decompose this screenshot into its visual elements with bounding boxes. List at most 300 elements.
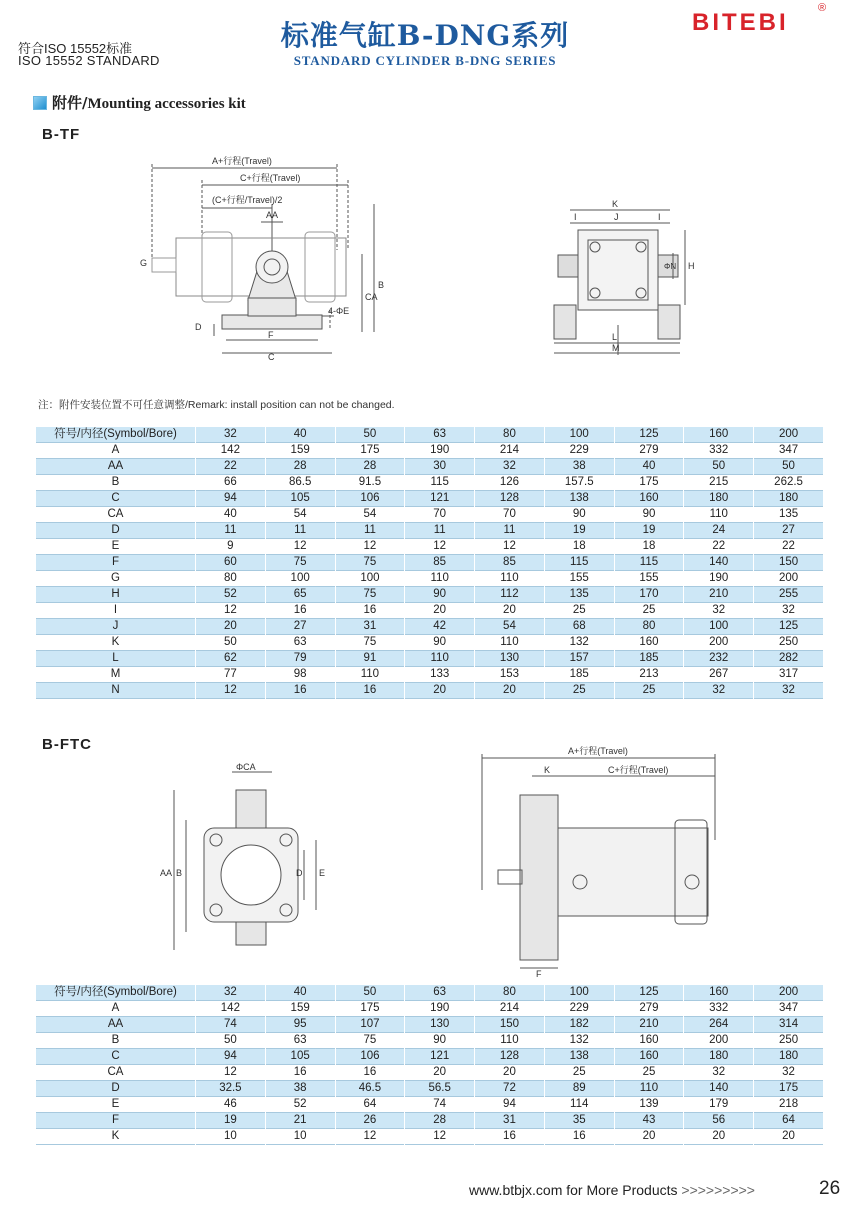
- tf-label-i-right: I: [658, 212, 661, 222]
- table-cell: 121: [405, 491, 475, 507]
- table-cell: 130: [475, 651, 545, 667]
- ftc-label-b: B: [176, 868, 183, 878]
- table-cell: 19: [196, 1113, 266, 1129]
- table-cell: 75: [335, 1033, 405, 1049]
- ftc-label-ca: ΦCA: [236, 762, 256, 772]
- table-cell: 90: [405, 587, 475, 603]
- table-header-cell: 符号/内径(Symbol/Bore): [36, 427, 196, 443]
- table-cell: 121: [405, 1049, 475, 1065]
- table-cell: 54: [475, 619, 545, 635]
- ftc-side-drawing: [470, 740, 730, 980]
- standard-cn: 符合ISO 15552标准: [18, 41, 133, 56]
- table-header-cell: 200: [754, 427, 824, 443]
- table-cell: 12: [196, 683, 266, 699]
- table-cell: 282: [754, 651, 824, 667]
- table-cell: 155: [544, 571, 614, 587]
- row-symbol: F: [36, 555, 196, 571]
- table-cell: 28: [335, 459, 405, 475]
- table-cell: 105: [265, 491, 335, 507]
- table-cell: 62: [196, 651, 266, 667]
- table-cell: 16: [335, 1065, 405, 1081]
- table-cell: 218: [754, 1097, 824, 1113]
- table-cell: 74: [196, 1017, 266, 1033]
- table-cell: 40: [196, 507, 266, 523]
- table-cell: 10: [265, 1129, 335, 1145]
- table-cell: 28: [265, 459, 335, 475]
- row-symbol: E: [36, 539, 196, 555]
- table-cell: 210: [684, 587, 754, 603]
- table-cell: 70: [405, 507, 475, 523]
- table-row: [36, 443, 824, 459]
- table-header-cell: 80: [475, 427, 545, 443]
- page-number: 26: [819, 1178, 841, 1199]
- row-symbol: A: [36, 1001, 196, 1017]
- tf-label-g: G: [140, 258, 148, 268]
- table-cell: 70: [475, 507, 545, 523]
- row-symbol: I: [36, 603, 196, 619]
- row-symbol: K: [36, 635, 196, 651]
- table-cell: 140: [684, 555, 754, 571]
- table-cell: 64: [754, 1113, 824, 1129]
- table-cell: 19: [544, 523, 614, 539]
- tf-label-aa: AA: [266, 210, 279, 220]
- table-header-cell: 40: [265, 427, 335, 443]
- table-cell: 215: [684, 475, 754, 491]
- table-cell: 110: [405, 651, 475, 667]
- table-cell: 25: [614, 683, 684, 699]
- table-cell: 190: [684, 571, 754, 587]
- table-row: [36, 1129, 824, 1145]
- table-cell: 86.5: [265, 475, 335, 491]
- footer-link: [469, 1182, 755, 1198]
- table-header-cell: 40: [265, 985, 335, 1001]
- table-cell: 128: [475, 1049, 545, 1065]
- table-cell: 77: [196, 667, 266, 683]
- table-cell: 80: [614, 619, 684, 635]
- table-cell: 21: [265, 1113, 335, 1129]
- table-cell: 22: [684, 539, 754, 555]
- table-header-cell: 63: [405, 427, 475, 443]
- table-cell: 347: [754, 443, 824, 459]
- table-cell: 105: [265, 1049, 335, 1065]
- row-symbol: D: [36, 523, 196, 539]
- section-title-en: Mounting accessories kit: [87, 96, 246, 112]
- table-cell: 85: [405, 555, 475, 571]
- ftc-label-e: E: [319, 868, 326, 878]
- table-cell: 180: [754, 1049, 824, 1065]
- row-symbol: B: [36, 475, 196, 491]
- table-cell: 90: [405, 635, 475, 651]
- ftc-label-c-travel: C+行程(Travel): [608, 765, 669, 775]
- table-cell: 56: [684, 1113, 754, 1129]
- table-cell: 155: [614, 571, 684, 587]
- table-row: [36, 1081, 824, 1097]
- row-symbol: C: [36, 1049, 196, 1065]
- table-header-cell: 符号/内径(Symbol/Bore): [36, 985, 196, 1001]
- table-cell: 135: [754, 507, 824, 523]
- table-cell: 190: [405, 443, 475, 459]
- table-cell: 32: [475, 459, 545, 475]
- ftc-header-row: [36, 985, 824, 1001]
- table-cell: 213: [614, 667, 684, 683]
- table-cell: 214: [475, 1001, 545, 1017]
- row-symbol: C: [36, 491, 196, 507]
- registered-mark: ®: [818, 2, 827, 14]
- table-row: [36, 1033, 824, 1049]
- table-cell: 24: [684, 523, 754, 539]
- table-cell: 20: [196, 619, 266, 635]
- table-cell: 150: [475, 1017, 545, 1033]
- table-cell: 32: [754, 683, 824, 699]
- table-cell: 72: [475, 1081, 545, 1097]
- page-title: 标准气缸B-DNG系列: [280, 19, 570, 52]
- tf-label-i-left: I: [574, 212, 577, 222]
- table-cell: 133: [405, 667, 475, 683]
- table-header-cell: 100: [544, 427, 614, 443]
- ftc-label-aa: AA: [160, 868, 173, 878]
- tf-front-drawing: [540, 195, 700, 360]
- ftc-label-a-travel: A+行程(Travel): [568, 746, 628, 756]
- table-cell: 22: [754, 539, 824, 555]
- table-row: [36, 635, 824, 651]
- table-cell: 170: [614, 587, 684, 603]
- table-cell: 16: [265, 603, 335, 619]
- table-cell: 16: [265, 683, 335, 699]
- table-row: [36, 1065, 824, 1081]
- table-header-cell: 100: [544, 985, 614, 1001]
- table-cell: 94: [475, 1097, 545, 1113]
- table-cell: 54: [335, 507, 405, 523]
- table-cell: 159: [265, 1001, 335, 1017]
- table-cell: 11: [475, 523, 545, 539]
- table-row: [36, 1097, 824, 1113]
- table-header-cell: 50: [335, 985, 405, 1001]
- table-cell: 50: [196, 635, 266, 651]
- table-cell: 35: [544, 1113, 614, 1129]
- table-cell: 32: [684, 603, 754, 619]
- table-cell: 190: [405, 1001, 475, 1017]
- table-cell: 20: [405, 1065, 475, 1081]
- table-row: [36, 1113, 824, 1129]
- table-cell: 175: [614, 475, 684, 491]
- table-row: [36, 603, 824, 619]
- table-row: [36, 1001, 824, 1017]
- table-cell: 12: [335, 539, 405, 555]
- table-cell: 95: [265, 1017, 335, 1033]
- table-cell: 12: [475, 539, 545, 555]
- table-cell: 180: [684, 491, 754, 507]
- table-row: [36, 651, 824, 667]
- table-cell: 20: [475, 603, 545, 619]
- table-cell: 63: [265, 1033, 335, 1049]
- table-cell: 110: [475, 1033, 545, 1049]
- model-label-ftc: B-FTC: [42, 736, 92, 753]
- table-cell: 12: [265, 539, 335, 555]
- table-header-cell: 32: [196, 427, 266, 443]
- table-row: [36, 491, 824, 507]
- tf-label-a-travel: A+行程(Travel): [212, 156, 272, 166]
- table-cell: 135: [544, 587, 614, 603]
- table-cell: 64: [335, 1097, 405, 1113]
- row-symbol: G: [36, 571, 196, 587]
- table-cell: 46: [196, 1097, 266, 1113]
- table-cell: 347: [754, 1001, 824, 1017]
- table-cell: 32: [754, 1065, 824, 1081]
- table-header-cell: 32: [196, 985, 266, 1001]
- table-cell: 32.5: [196, 1081, 266, 1097]
- table-cell: 210: [614, 1017, 684, 1033]
- table-cell: 18: [614, 539, 684, 555]
- table-cell: 25: [614, 603, 684, 619]
- table-cell: 91: [335, 651, 405, 667]
- table-cell: 332: [684, 443, 754, 459]
- tf-label-f: F: [268, 330, 274, 340]
- table-cell: 90: [544, 507, 614, 523]
- section-title: [52, 92, 246, 113]
- table-header-cell: 160: [684, 427, 754, 443]
- table-cell: 112: [475, 587, 545, 603]
- table-cell: 106: [335, 491, 405, 507]
- table-cell: 185: [614, 651, 684, 667]
- table-row: [36, 667, 824, 683]
- table-cell: 250: [754, 1033, 824, 1049]
- table-cell: 52: [265, 1097, 335, 1113]
- table-cell: 32: [754, 603, 824, 619]
- table-cell: 107: [335, 1017, 405, 1033]
- table-cell: 160: [614, 1033, 684, 1049]
- row-symbol: CA: [36, 507, 196, 523]
- table-cell: 157.5: [544, 475, 614, 491]
- table-cell: 12: [405, 539, 475, 555]
- table-cell: 46.5: [335, 1081, 405, 1097]
- table-row: [36, 475, 824, 491]
- table-cell: 160: [614, 635, 684, 651]
- tf-label-h: H: [688, 261, 695, 271]
- table-row: [36, 1017, 824, 1033]
- footer-url[interactable]: www.btbjx.com for More Products: [469, 1182, 678, 1198]
- row-symbol: N: [36, 683, 196, 699]
- table-cell: 19: [614, 523, 684, 539]
- row-symbol: H: [36, 587, 196, 603]
- brand-logo: BITEBI: [692, 9, 789, 36]
- table-cell: 110: [684, 507, 754, 523]
- table-cell: 60: [196, 555, 266, 571]
- table-cell: 232: [684, 651, 754, 667]
- table-cell: 279: [614, 443, 684, 459]
- table-cell: 25: [614, 1065, 684, 1081]
- table-cell: 16: [335, 603, 405, 619]
- table-cell: 85: [475, 555, 545, 571]
- tf-label-l: L: [612, 332, 618, 342]
- table-cell: 10: [196, 1129, 266, 1145]
- table-cell: 89: [544, 1081, 614, 1097]
- table-cell: 80: [196, 571, 266, 587]
- table-cell: 153: [475, 667, 545, 683]
- table-row: [36, 683, 824, 699]
- table-cell: 52: [196, 587, 266, 603]
- table-cell: 180: [754, 491, 824, 507]
- table-cell: 18: [544, 539, 614, 555]
- ftc-label-d: D: [296, 868, 303, 878]
- table-cell: 11: [196, 523, 266, 539]
- table-cell: 43: [614, 1113, 684, 1129]
- table-cell: 42: [405, 619, 475, 635]
- table-cell: 100: [335, 571, 405, 587]
- table-cell: 142: [196, 443, 266, 459]
- table-cell: 94: [196, 491, 266, 507]
- tf-label-ca: CA: [365, 292, 378, 302]
- table-cell: 31: [335, 619, 405, 635]
- table-header-cell: 125: [614, 985, 684, 1001]
- table-cell: 79: [265, 651, 335, 667]
- table-cell: 12: [405, 1129, 475, 1145]
- table-cell: 267: [684, 667, 754, 683]
- row-symbol: A: [36, 443, 196, 459]
- table-cell: 150: [754, 555, 824, 571]
- tf-spec-table: [36, 427, 824, 699]
- table-cell: 38: [544, 459, 614, 475]
- table-header-cell: 160: [684, 985, 754, 1001]
- table-cell: 30: [405, 459, 475, 475]
- footer-arrows: >>>>>>>>>: [677, 1182, 755, 1198]
- table-cell: 264: [684, 1017, 754, 1033]
- tf-label-c: C: [268, 352, 275, 360]
- table-cell: 25: [544, 603, 614, 619]
- table-cell: 262.5: [754, 475, 824, 491]
- table-cell: 132: [544, 1033, 614, 1049]
- table-cell: 128: [475, 491, 545, 507]
- tf-side-drawing: [140, 150, 410, 360]
- tf-label-n: ΦN: [664, 262, 677, 271]
- table-cell: 12: [196, 1065, 266, 1081]
- table-cell: 255: [754, 587, 824, 603]
- table-cell: 25: [544, 1065, 614, 1081]
- tf-label-b: B: [378, 280, 385, 290]
- table-header-cell: 200: [754, 985, 824, 1001]
- row-symbol: M: [36, 667, 196, 683]
- table-cell: 38: [265, 1081, 335, 1097]
- table-cell: 22: [196, 459, 266, 475]
- table-cell: 100: [265, 571, 335, 587]
- row-symbol: L: [36, 651, 196, 667]
- table-cell: 27: [754, 523, 824, 539]
- tf-label-c-travel: C+行程(Travel): [240, 173, 301, 183]
- table-cell: 114: [544, 1097, 614, 1113]
- table-row: [36, 555, 824, 571]
- row-symbol: F: [36, 1113, 196, 1129]
- table-row: [36, 587, 824, 603]
- table-cell: 115: [544, 555, 614, 571]
- tf-header-row: [36, 427, 824, 443]
- table-cell: 175: [335, 1001, 405, 1017]
- table-cell: 26: [335, 1113, 405, 1129]
- tf-label-m: M: [612, 343, 620, 353]
- table-cell: 94: [196, 1049, 266, 1065]
- table-cell: 132: [544, 635, 614, 651]
- table-cell: 32: [684, 683, 754, 699]
- ftc-front-drawing: [160, 760, 335, 960]
- table-row: [36, 571, 824, 587]
- table-cell: 106: [335, 1049, 405, 1065]
- row-symbol: AA: [36, 459, 196, 475]
- table-cell: 50: [196, 1033, 266, 1049]
- table-cell: 110: [475, 635, 545, 651]
- table-cell: 9: [196, 539, 266, 555]
- table-cell: 185: [544, 667, 614, 683]
- row-symbol: E: [36, 1097, 196, 1113]
- tf-label-c-half: (C+行程/Travel)/2: [212, 195, 283, 205]
- table-cell: 179: [684, 1097, 754, 1113]
- table-cell: 130: [405, 1017, 475, 1033]
- table-row: [36, 619, 824, 635]
- table-cell: 160: [614, 1049, 684, 1065]
- table-cell: 110: [614, 1081, 684, 1097]
- row-symbol: B: [36, 1033, 196, 1049]
- table-cell: 200: [754, 571, 824, 587]
- table-cell: 98: [265, 667, 335, 683]
- table-cell: 160: [614, 491, 684, 507]
- table-cell: 11: [405, 523, 475, 539]
- table-row: [36, 523, 824, 539]
- table-cell: 317: [754, 667, 824, 683]
- table-cell: 20: [754, 1129, 824, 1145]
- row-symbol: J: [36, 619, 196, 635]
- table-cell: 68: [544, 619, 614, 635]
- table-cell: 138: [544, 1049, 614, 1065]
- table-row: [36, 539, 824, 555]
- table-cell: 110: [405, 571, 475, 587]
- tf-label-j: J: [614, 212, 619, 222]
- table-cell: 40: [614, 459, 684, 475]
- table-row: [36, 507, 824, 523]
- table-cell: 115: [405, 475, 475, 491]
- table-cell: 229: [544, 1001, 614, 1017]
- table-cell: 175: [754, 1081, 824, 1097]
- table-cell: 279: [614, 1001, 684, 1017]
- table-cell: 214: [475, 443, 545, 459]
- row-symbol: K: [36, 1129, 196, 1145]
- tf-remark: 注：附件安装位置不可任意调整/Remark: install position can not be changed.: [38, 399, 395, 411]
- ftc-spec-table: [36, 985, 824, 1145]
- section-title-cn: 附件/: [52, 94, 88, 112]
- table-cell: 16: [475, 1129, 545, 1145]
- table-cell: 20: [684, 1129, 754, 1145]
- table-cell: 180: [684, 1049, 754, 1065]
- table-cell: 20: [475, 683, 545, 699]
- table-cell: 90: [614, 507, 684, 523]
- row-symbol: CA: [36, 1065, 196, 1081]
- table-cell: 50: [684, 459, 754, 475]
- table-header-cell: 125: [614, 427, 684, 443]
- table-cell: 110: [475, 571, 545, 587]
- row-symbol: D: [36, 1081, 196, 1097]
- table-cell: 115: [614, 555, 684, 571]
- table-cell: 142: [196, 1001, 266, 1017]
- table-cell: 159: [265, 443, 335, 459]
- table-header-cell: 50: [335, 427, 405, 443]
- table-cell: 250: [754, 635, 824, 651]
- table-row: [36, 1049, 824, 1065]
- table-cell: 332: [684, 1001, 754, 1017]
- tf-label-hole: 4-ΦE: [328, 306, 350, 316]
- table-cell: 75: [335, 587, 405, 603]
- model-label-tf: B-TF: [42, 126, 81, 143]
- table-cell: 16: [335, 683, 405, 699]
- table-cell: 28: [405, 1113, 475, 1129]
- row-symbol: AA: [36, 1017, 196, 1033]
- table-cell: 11: [335, 523, 405, 539]
- table-cell: 66: [196, 475, 266, 491]
